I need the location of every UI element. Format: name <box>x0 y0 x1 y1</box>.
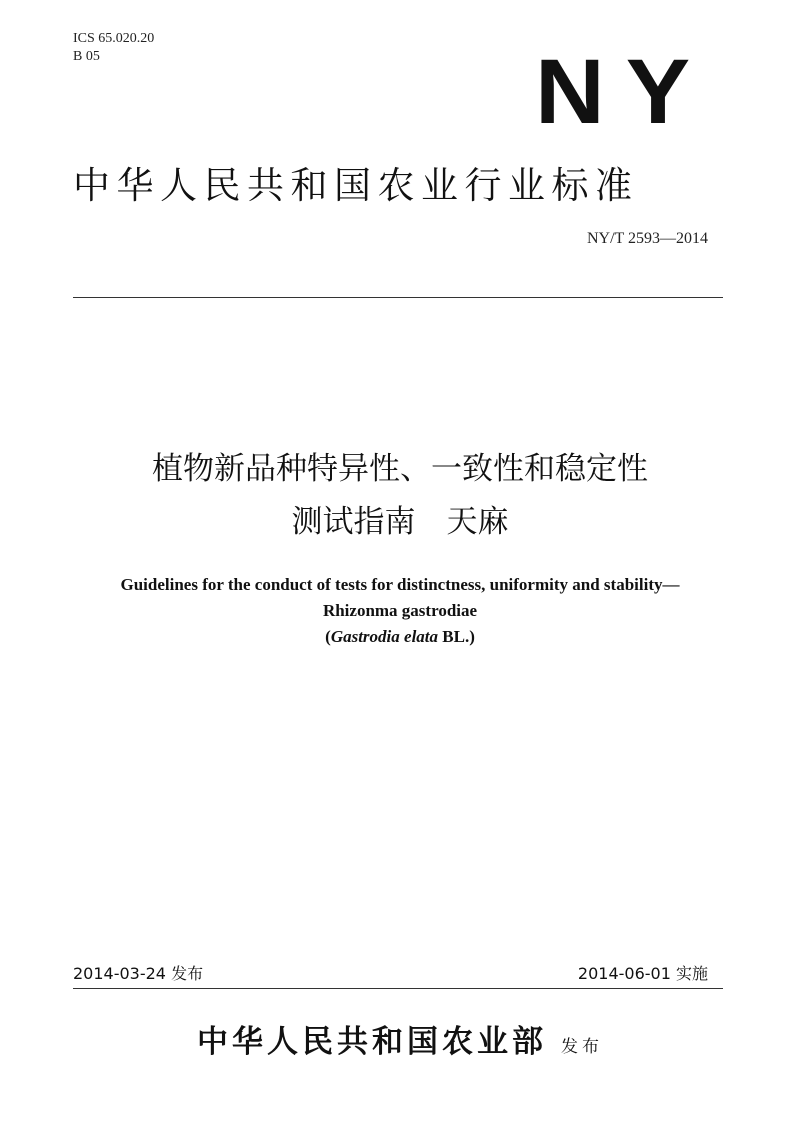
ics-code: ICS 65.020.20 <box>73 31 155 46</box>
latin-name-italic: Gastrodia elata <box>330 627 439 646</box>
english-title-line-3 <box>0 625 800 649</box>
bottom-divider <box>73 988 723 989</box>
implementation-date: 2014-06-01 实施 <box>577 964 708 983</box>
classification-codes <box>73 30 154 66</box>
english-title-line-2: Rhizonma gastrodiae <box>322 601 478 620</box>
latin-name-authority: BL.) <box>438 627 475 646</box>
ny-logo: NY <box>535 41 712 143</box>
chinese-title-line-1: 植物新品种特异性、一致性和稳定性 <box>152 451 648 487</box>
chinese-title-line-2: 测试指南 天麻 <box>291 504 509 540</box>
ccs-code: B 05 <box>73 49 100 64</box>
english-title-line-1: Guidelines for the conduct of tests for distinctness, uniformity and stability— <box>120 575 680 594</box>
standard-number: NY/T 2593—2014 <box>586 230 708 247</box>
issuing-authority <box>0 1022 800 1067</box>
issue-date: 2014-03-24 发布 <box>73 964 204 983</box>
issuer-action: 发布 <box>561 1037 603 1057</box>
latin-name-open: ( <box>325 627 331 646</box>
issuer-name: 中华人民共和国农业部 <box>197 1024 547 1060</box>
standard-category-title: 中华人民共和国农业行业标准 <box>73 164 639 207</box>
top-divider <box>73 297 723 298</box>
